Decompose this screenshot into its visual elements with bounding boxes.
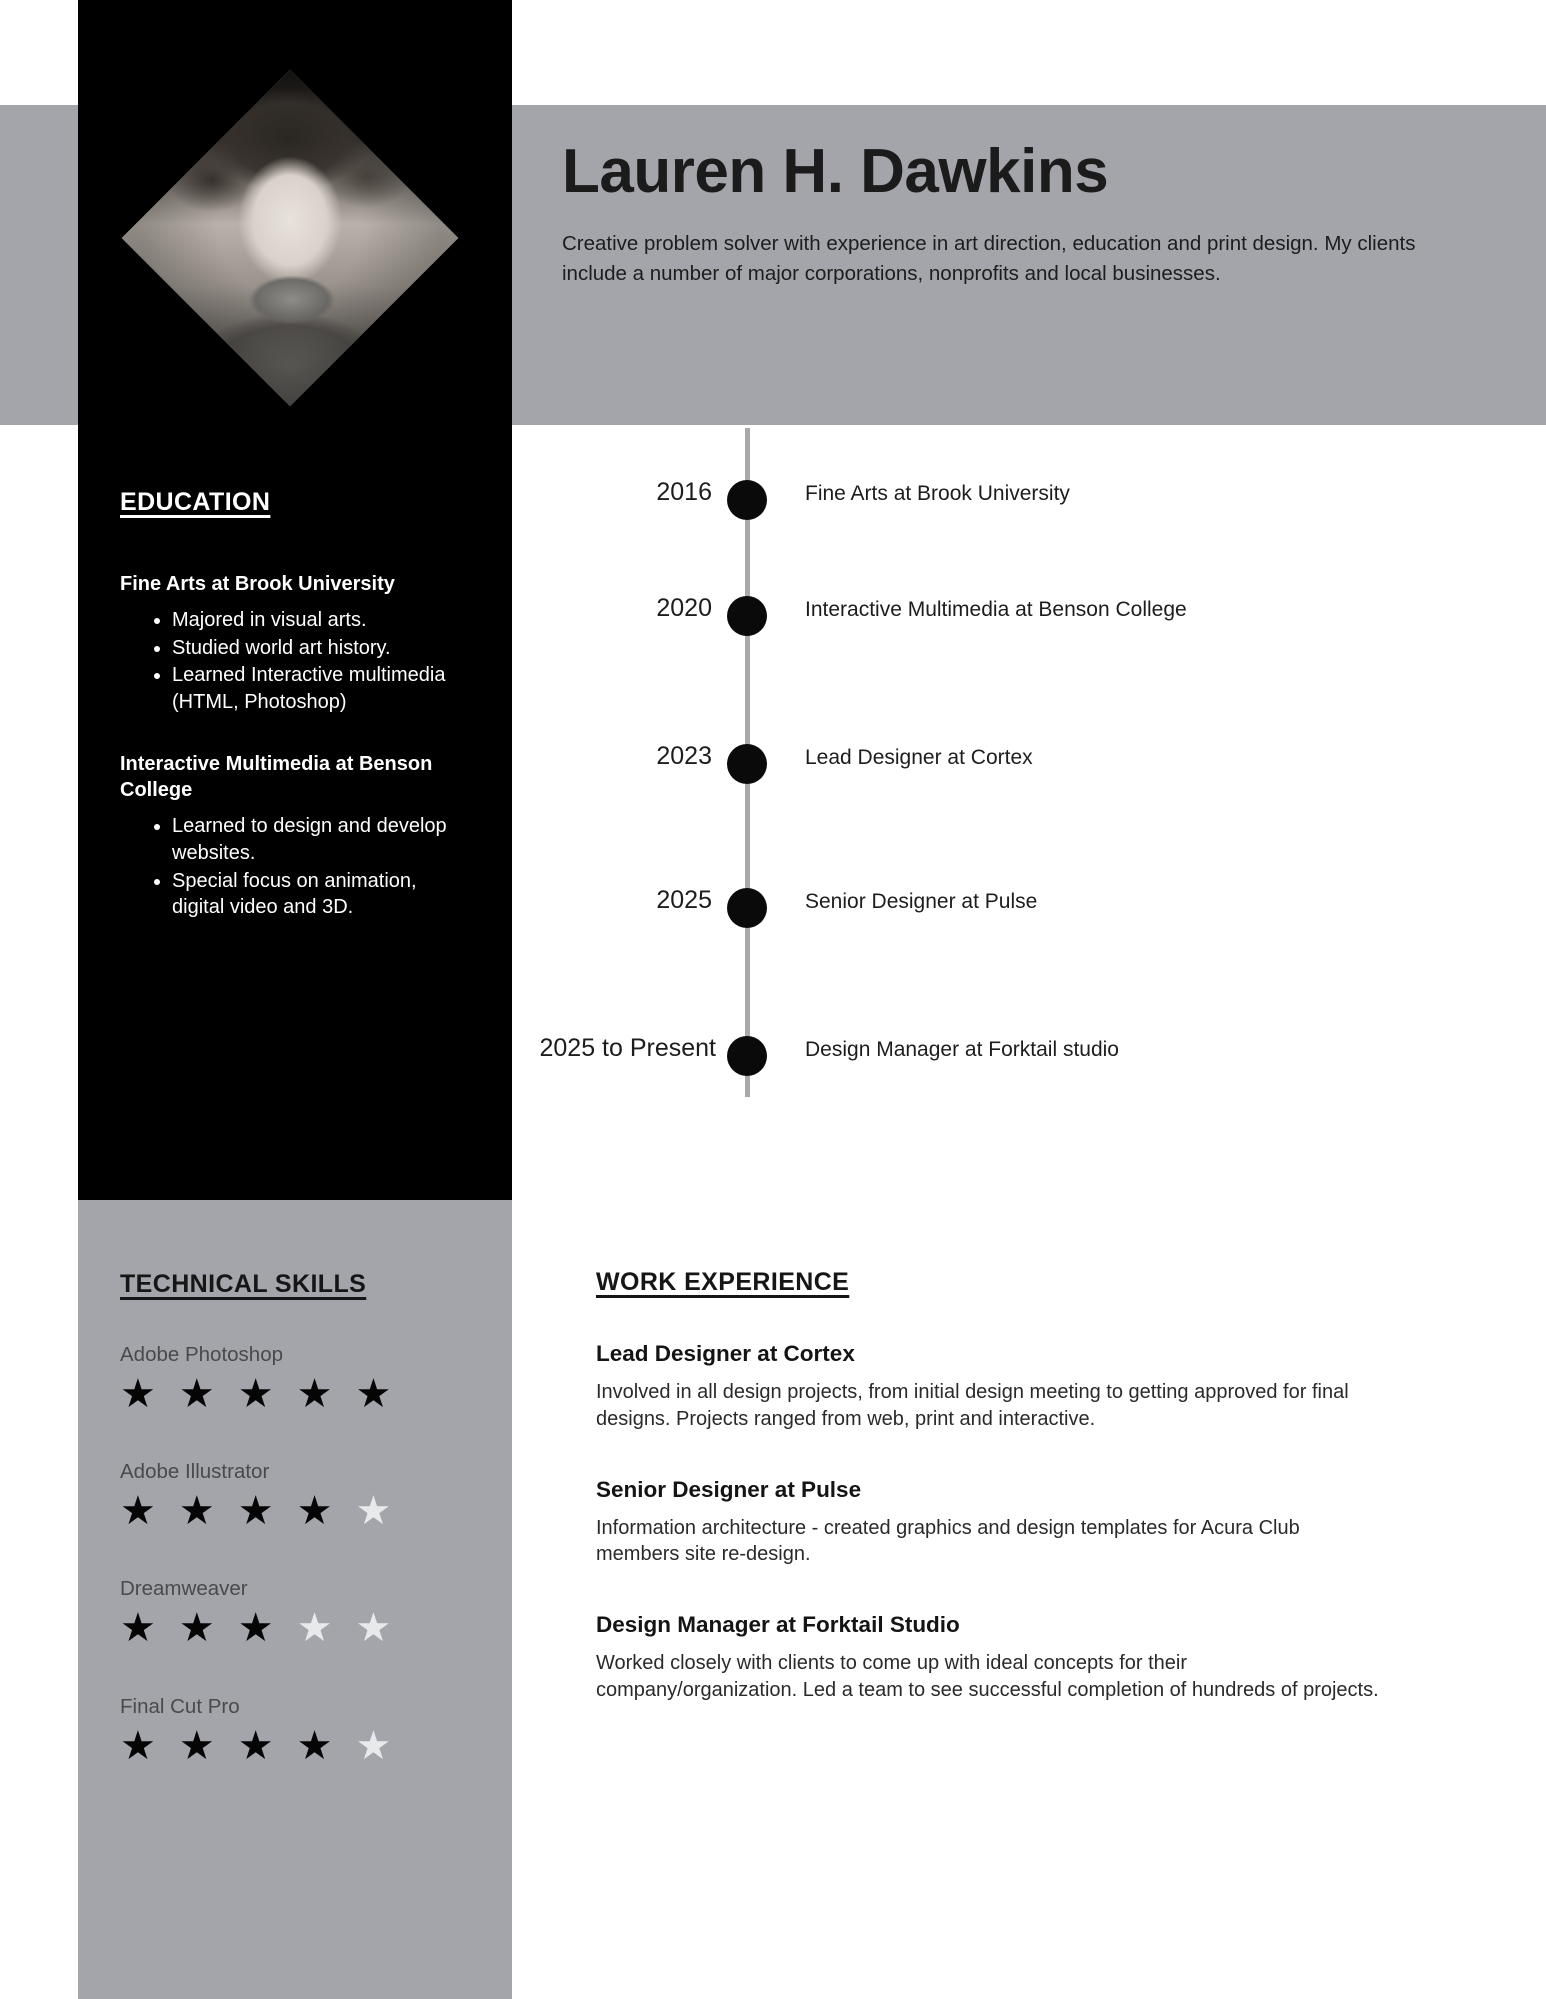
avatar xyxy=(120,68,460,408)
skill-row xyxy=(120,1460,472,1533)
star-icon: ★ xyxy=(237,1489,274,1534)
skill-row xyxy=(120,1343,472,1416)
star-icon: ★ xyxy=(355,1372,392,1416)
star-icon: ★ xyxy=(237,1723,274,1768)
education-school-name: Fine Arts at Brook University xyxy=(120,573,395,595)
star-icon: ★ xyxy=(178,1723,215,1768)
profile-summary: Creative problem solver with experience in art direction, education and print design. My clients include a number of major corporations, nonprofits and local businesses. xyxy=(562,232,1416,286)
work-experience-section-title: WORK EXPERIENCE xyxy=(596,1268,850,1296)
education-entry xyxy=(120,571,472,715)
star-rating xyxy=(120,1607,472,1650)
education-bullets xyxy=(120,813,472,920)
timeline-dot-icon xyxy=(727,596,767,636)
job-description: Worked closely with clients to come up with ideal concepts for their company/organization. Led a team to see successful completion of hundreds of projects. xyxy=(596,1652,1379,1701)
star-icon: ★ xyxy=(237,1606,274,1651)
star-rating xyxy=(120,1373,472,1416)
timeline-label: Fine Arts at Brook University xyxy=(805,482,1070,505)
education-entry xyxy=(120,751,472,920)
education-bullets xyxy=(120,607,472,715)
timeline-item xyxy=(560,886,1460,926)
job-entry xyxy=(596,1477,1386,1569)
timeline-dot-icon xyxy=(727,888,767,928)
job-description: Involved in all design projects, from initial design meeting to getting approved for final designs. Projects ranged from web, print and interactive. xyxy=(596,1381,1349,1430)
timeline-item xyxy=(560,478,1460,518)
timeline-item xyxy=(560,742,1460,782)
education-section xyxy=(120,488,472,922)
star-icon: ★ xyxy=(296,1606,333,1651)
photo-vignette xyxy=(122,70,459,407)
skill-label: Dreamweaver xyxy=(120,1577,248,1601)
list-item: • Special focus on animation, digital video and 3D. xyxy=(172,868,472,921)
timeline-label: Lead Designer at Cortex xyxy=(805,746,1033,769)
technical-skills-section xyxy=(120,1270,472,1768)
star-rating xyxy=(120,1490,472,1533)
list-item: • Learned to design and develop websites. xyxy=(172,813,472,866)
star-icon: ★ xyxy=(178,1606,215,1651)
skill-label: Adobe Illustrator xyxy=(120,1460,270,1484)
star-rating xyxy=(120,1725,472,1768)
skill-row xyxy=(120,1577,472,1650)
timeline-label: Senior Designer at Pulse xyxy=(805,890,1038,913)
education-school-name: Interactive Multimedia at Benson College xyxy=(120,753,433,802)
timeline-year: 2016 xyxy=(656,478,712,506)
timeline-year: 2025 xyxy=(656,886,712,914)
timeline-label: Interactive Multimedia at Benson College xyxy=(805,598,1187,621)
technical-skills-section-title: TECHNICAL SKILLS xyxy=(120,1270,367,1298)
skill-label: Final Cut Pro xyxy=(120,1694,240,1718)
star-icon: ★ xyxy=(178,1372,215,1416)
star-icon: ★ xyxy=(296,1372,333,1416)
job-title: Design Manager at Forktail Studio xyxy=(596,1612,960,1638)
timeline-item xyxy=(539,1034,1460,1074)
header-text xyxy=(562,137,1442,289)
star-icon: ★ xyxy=(120,1606,156,1651)
skill-label: Adobe Photoshop xyxy=(120,1343,283,1366)
timeline-dot-icon xyxy=(727,1036,767,1076)
photo-diamond-frame xyxy=(122,70,459,407)
timeline-dot-icon xyxy=(727,480,767,520)
star-icon: ★ xyxy=(237,1372,274,1416)
page-title: Lauren H. Dawkins xyxy=(562,137,1109,206)
star-icon: ★ xyxy=(355,1606,392,1651)
job-entry xyxy=(596,1612,1386,1704)
skill-row xyxy=(120,1695,472,1768)
job-title: Lead Designer at Cortex xyxy=(596,1341,855,1366)
timeline-year: 2025 to Present xyxy=(539,1034,716,1062)
star-icon: ★ xyxy=(296,1489,333,1534)
star-icon: ★ xyxy=(296,1723,333,1768)
job-title: Senior Designer at Pulse xyxy=(596,1476,862,1502)
list-item: • Studied world art history. xyxy=(172,635,472,662)
star-icon: ★ xyxy=(355,1723,392,1768)
star-icon: ★ xyxy=(120,1489,156,1534)
job-description: Information architecture - created graphics and design templates for Acura Club members site re-design. xyxy=(596,1516,1300,1566)
timeline-dot-icon xyxy=(727,744,767,784)
list-item: • Majored in visual arts. xyxy=(172,607,472,634)
star-icon: ★ xyxy=(120,1723,156,1768)
star-icon: ★ xyxy=(355,1489,392,1534)
portrait-photo xyxy=(122,70,459,407)
work-experience-section xyxy=(596,1268,1386,1704)
timeline-label: Design Manager at Forktail studio xyxy=(805,1038,1119,1061)
star-icon: ★ xyxy=(178,1489,215,1534)
timeline-year: 2020 xyxy=(656,594,712,622)
star-icon: ★ xyxy=(120,1372,156,1416)
list-item: • Learned Interactive multimedia (HTML, Photoshop) xyxy=(172,662,472,715)
timeline-item xyxy=(560,594,1460,634)
timeline-year: 2023 xyxy=(656,742,712,770)
job-entry xyxy=(596,1341,1386,1433)
education-section-title: EDUCATION xyxy=(120,488,271,516)
